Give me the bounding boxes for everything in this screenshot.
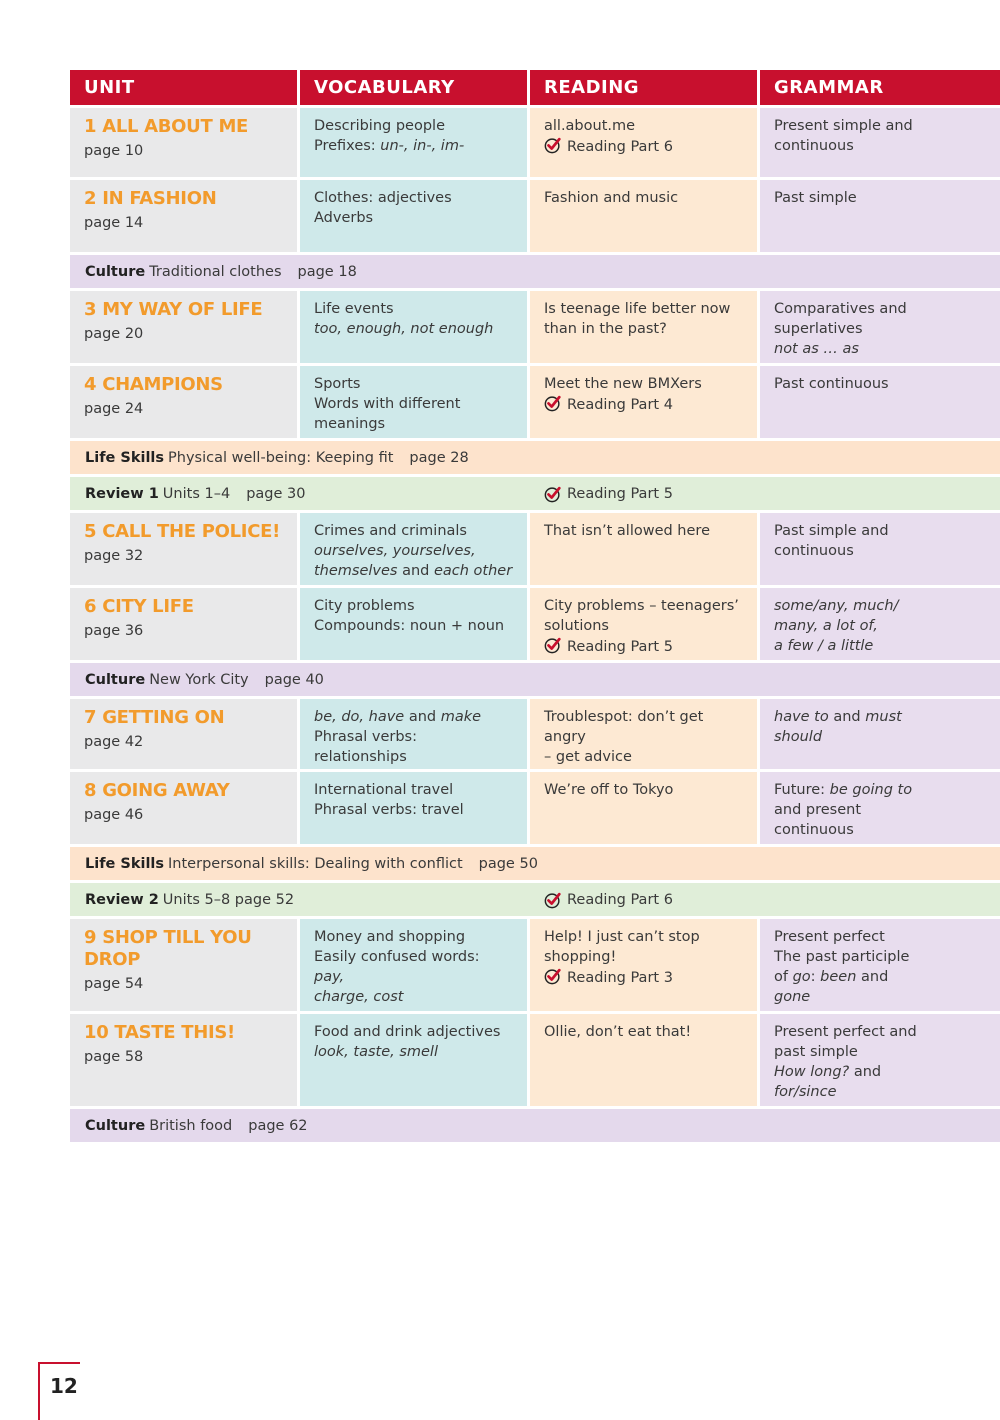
band-label: Review 2 [85,891,159,908]
vocab-line: Compounds: noun + noun [314,618,505,634]
review-band [70,880,1000,916]
band-text: Interpersonal skills: Dealing with conflict [168,855,463,872]
unit-cell [70,588,300,660]
header-unit: UNIT [70,70,300,105]
vocab-italic: pay, [314,969,345,985]
vocabulary-cell [300,1014,530,1106]
grammar-line [774,1062,986,1082]
grammar-line: Present simple and [774,118,913,134]
band-label: Culture [85,263,146,280]
grammar-line: past simple [774,1044,858,1060]
reading-part-text: Reading Part 6 [567,891,673,908]
grammar-cell [760,366,1000,438]
reading-line: That isn’t allowed here [544,523,710,539]
red-check-circle-icon [544,891,562,909]
unit-row [70,916,1000,1011]
red-check-circle-icon [544,967,562,985]
grammar-cell [760,588,1000,660]
vocab-italic: make [440,709,482,725]
unit-cell [70,366,300,438]
band-text: Physical well-being: Keeping fit [168,449,394,466]
vocab-italic: charge, cost [314,989,404,1005]
unit-title: 5 CALL THE POLICE! [84,521,281,542]
vocab-line: Phrasal verbs: travel [314,802,464,818]
header-reading: READING [530,70,760,105]
unit-cell [70,699,300,769]
unit-row [70,105,1000,177]
grammar-line: Past simple and [774,523,889,539]
vocab-line [314,707,513,727]
vocab-line: meanings [314,416,386,432]
vocabulary-cell [300,588,530,660]
grammar-italic: must [865,709,902,725]
vocab-line: Food and drink adjectives [314,1024,501,1040]
band-page: page 30 [246,485,306,502]
reading-line: Fashion and music [544,190,679,206]
grammar-line [774,707,986,727]
unit-page: page 58 [84,1049,144,1065]
unit-row [70,696,1000,769]
band-page: page 62 [248,1117,308,1134]
unit-title: 6 CITY LIFE [84,596,194,617]
unit-page: page 32 [84,548,144,564]
vocab-line: City problems [314,598,415,614]
vocab-line [314,136,513,156]
grammar-cell [760,108,1000,177]
reading-part-line [544,967,743,988]
vocabulary-cell [300,699,530,769]
grammar-italic: been [820,969,857,985]
reading-part-line [544,394,743,415]
vocab-line: Clothes: adjectives [314,190,452,206]
unit-title: 2 IN FASHION [84,188,217,209]
vocab-text: and [397,563,434,579]
reading-part-line [544,883,673,916]
review-band [70,474,1000,510]
reading-part-line [544,136,743,157]
band-label: Life Skills [85,449,165,466]
grammar-line: continuous [774,822,854,838]
grammar-line: continuous [774,138,854,154]
header-vocabulary: VOCABULARY [300,70,530,105]
grammar-text: of [774,969,793,985]
vocabulary-cell [300,772,530,844]
reading-cell [530,1014,760,1106]
grammar-line: superlatives [774,321,863,337]
grammar-italic: a few / a little [774,638,874,654]
band-label: Culture [85,1117,146,1134]
reading-cell [530,513,760,585]
unit-title: 7 GETTING ON [84,707,225,728]
unit-row [70,769,1000,844]
band-label: Review 1 [85,485,159,502]
reading-cell [530,772,760,844]
culture-band [70,660,1000,696]
grammar-line: and present [774,802,862,818]
vocab-text: Prefixes: [314,138,381,154]
unit-cell [70,772,300,844]
grammar-italic: should [774,729,823,745]
unit-title: 4 CHAMPIONS [84,374,223,395]
vocabulary-cell [300,919,530,1011]
unit-cell [70,108,300,177]
unit-page: page 36 [84,623,144,639]
unit-page: page 10 [84,143,144,159]
reading-part-text: Reading Part 6 [567,139,673,155]
unit-row [70,363,1000,438]
grammar-cell [760,513,1000,585]
reading-line: City problems – teenagers’ [544,598,739,614]
reading-cell [530,291,760,363]
unit-title: 9 SHOP TILL YOU DROP [84,927,252,970]
unit-cell [70,919,300,1011]
unit-page: page 20 [84,326,144,342]
culture-band [70,1106,1000,1142]
grammar-cell [760,1014,1000,1106]
unit-title: 1 ALL ABOUT ME [84,116,249,137]
vocab-italic: themselves [314,563,398,579]
grammar-italic: How long? [774,1064,850,1080]
reading-part-text: Reading Part 3 [567,970,673,986]
unit-page: page 24 [84,401,144,417]
band-text: Units 5–8 page 52 [162,891,295,908]
grammar-line [774,967,986,987]
reading-line: Troublespot: don’t get angry [544,709,704,745]
band-label: Life Skills [85,855,165,872]
grammar-italic: be going to [829,782,913,798]
page-number: 12 [50,1374,78,1398]
unit-page: page 54 [84,976,144,992]
reading-line: Meet the new BMXers [544,376,702,392]
reading-part-text: Reading Part 5 [567,485,673,502]
grammar-italic: for/since [774,1084,837,1100]
reading-part-text: Reading Part 5 [567,639,673,655]
vocab-text: and [404,709,441,725]
vocab-italic: too, enough, not enough [314,321,494,337]
unit-title: 3 MY WAY OF LIFE [84,299,263,320]
reading-line: We’re off to Tokyo [544,782,674,798]
reading-part-line [544,636,743,657]
unit-cell [70,291,300,363]
reading-line: – get advice [544,749,632,765]
vocab-line: Adverbs [314,210,374,226]
red-check-circle-icon [544,485,562,503]
vocab-line: Sports [314,376,361,392]
unit-page: page 42 [84,734,144,750]
reading-cell [530,588,760,660]
grammar-italic: have to [774,709,829,725]
grammar-cell [760,180,1000,252]
grammar-line: Past continuous [774,376,889,392]
reading-cell [530,108,760,177]
red-check-circle-icon [544,636,562,654]
vocab-line: Words with different [314,396,461,412]
vocab-italic: ourselves, yourselves, [314,543,476,559]
grammar-line [774,780,986,800]
grammar-italic: go [792,969,811,985]
band-text: New York City [149,671,249,688]
grammar-line: Present perfect [774,929,885,945]
culture-band [70,252,1000,288]
grammar-italic: some/any, much/ [774,598,899,614]
unit-title: 8 GOING AWAY [84,780,230,801]
reading-part-text: Reading Part 4 [567,397,673,413]
vocabulary-cell [300,180,530,252]
band-page: page 40 [264,671,324,688]
grammar-text: : [810,969,821,985]
vocab-line [314,561,513,581]
grammar-cell [760,291,1000,363]
header-grammar: GRAMMAR [760,70,1000,105]
reading-line: shopping! [544,949,617,965]
band-text: British food [149,1117,233,1134]
grammar-cell [760,919,1000,1011]
grammar-line: Past simple [774,190,857,206]
grammar-text: Future: [774,782,830,798]
contents-table [70,70,1000,1142]
reading-line: all.about.me [544,118,636,134]
reading-line: solutions [544,618,609,634]
band-page: page 28 [409,449,469,466]
reading-cell [530,699,760,769]
vocab-italic: each other [433,563,513,579]
reading-cell [530,366,760,438]
grammar-italic: many, a lot of, [774,618,878,634]
vocabulary-cell [300,366,530,438]
grammar-line: Present perfect and [774,1024,917,1040]
vocab-line: Crimes and criminals [314,523,467,539]
unit-row [70,1011,1000,1106]
vocab-line: Money and shopping [314,929,466,945]
grammar-line: The past participle [774,949,910,965]
grammar-cell [760,772,1000,844]
reading-cell [530,919,760,1011]
grammar-text: and [856,969,889,985]
vocab-italic: look, taste, smell [314,1044,438,1060]
vocab-line [314,947,513,987]
vocab-line: Describing people [314,118,445,134]
reading-line: Help! I just can’t stop [544,929,700,945]
grammar-italic: not as … as [774,341,859,357]
vocabulary-cell [300,108,530,177]
band-text: Units 1–4 [162,485,231,502]
life-skills-band [70,438,1000,474]
band-page: page 50 [478,855,538,872]
red-check-circle-icon [544,394,562,412]
unit-title: 10 TASTE THIS! [84,1022,235,1043]
grammar-italic: gone [774,989,811,1005]
grammar-cell [760,699,1000,769]
unit-cell [70,1014,300,1106]
band-page: page 18 [297,263,357,280]
grammar-text: and [849,1064,882,1080]
unit-row [70,585,1000,660]
unit-cell [70,513,300,585]
vocab-line: International travel [314,782,454,798]
unit-row [70,510,1000,585]
grammar-text: and [828,709,866,725]
unit-page: page 46 [84,807,144,823]
unit-row [70,288,1000,363]
grammar-line: continuous [774,543,854,559]
vocab-line: Phrasal verbs: relationships [314,729,417,765]
vocab-italic: be, do, have [314,709,405,725]
vocabulary-cell [300,513,530,585]
vocab-text: Easily confused words: [314,949,480,965]
unit-row [70,177,1000,252]
reading-line: than in the past? [544,321,667,337]
reading-part-line [544,477,673,510]
table-header [70,70,1000,105]
unit-page: page 14 [84,215,144,231]
vocabulary-cell [300,291,530,363]
reading-line: Is teenage life better now [544,301,731,317]
page-number-box [38,1362,80,1420]
red-check-circle-icon [544,136,562,154]
life-skills-band [70,844,1000,880]
vocab-italic: un-, in-, im- [380,138,465,154]
grammar-line: Comparatives and [774,301,907,317]
reading-cell [530,180,760,252]
unit-cell [70,180,300,252]
band-text: Traditional clothes [149,263,282,280]
band-label: Culture [85,671,146,688]
reading-line: Ollie, don’t eat that! [544,1024,692,1040]
vocab-line: Life events [314,301,394,317]
